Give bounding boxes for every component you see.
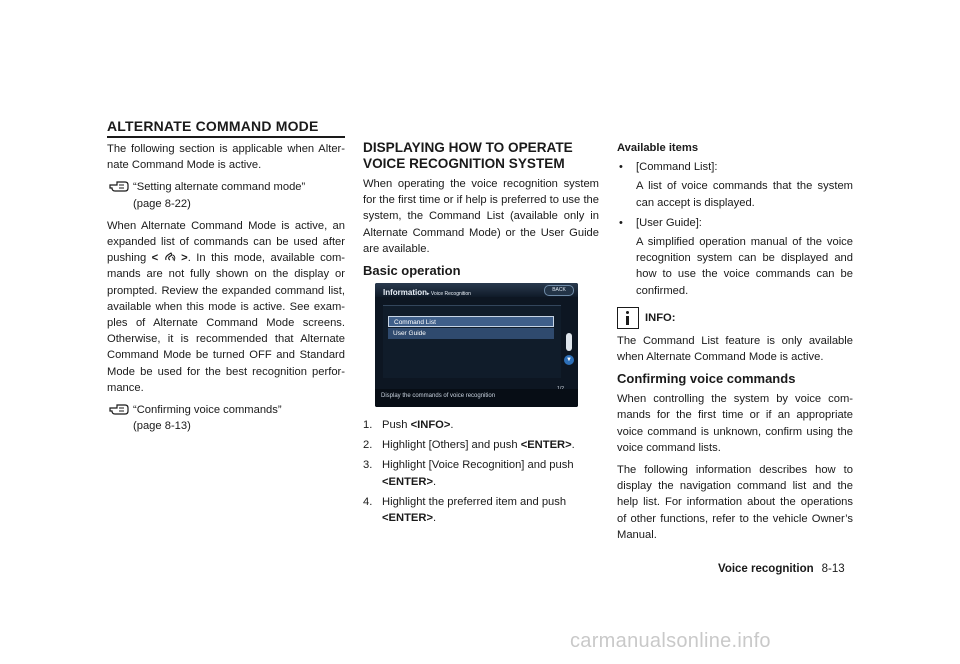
info-icon [617, 307, 639, 329]
step-end: . [432, 475, 437, 488]
info-label: INFO: [645, 311, 676, 324]
reference-title: “Confirming voice commands” [133, 404, 282, 417]
list-item [363, 417, 599, 433]
confirming-paragraph-2: The following information describes how to display the navigation command list and the help list. For information about the operations of other functions, refer to the vehicle Owner’s Manual. [617, 464, 853, 541]
screen-scroll-down-icon: ▼ [564, 355, 574, 365]
step-text: Highlight [Voice Recognition] and push [382, 459, 574, 472]
list-item [363, 457, 599, 489]
displaying-paragraph: When operating the voice recognition system for the first time or if help is preferred to use the system, the Command List (available only in Alternate Command Mode) or the User Guide are available. [363, 178, 599, 255]
step-number: 2. [363, 439, 373, 452]
steps-list [363, 417, 599, 526]
column-1 [107, 141, 345, 440]
step-text: Highlight [Others] and push [382, 439, 521, 452]
intro-paragraph: The following section is applicable when Alter-nate Command Mode is active. [107, 143, 345, 172]
subheading-basic-operation: Basic operation [363, 263, 461, 279]
footer-section-title: Voice recognition [718, 563, 814, 575]
screen-item-command-list: Command List [388, 316, 554, 327]
step-text: Highlight the preferred item and push [382, 495, 567, 508]
item-label: [Command List]: [636, 161, 718, 174]
list-item [363, 494, 599, 526]
reference-page: (page 8-13) [133, 420, 191, 433]
screen-back-button: BACK [544, 285, 574, 296]
step-end: . [450, 419, 454, 432]
subheading-confirming: Confirming voice commands [617, 371, 796, 387]
step-number: 1. [363, 419, 373, 432]
key-open: < [151, 252, 159, 265]
info-note [617, 307, 853, 329]
list-item [617, 215, 853, 299]
mode-paragraph-end: . In this mode, available com-mands are not fully shown on the display or prompted. Review the expanded command list, available when this mode is active. See exam-ples of Alternate Command Mode screens. Otherwise, it is recommended that Alternate Command Mode be turned OFF and Standard Mode be used for the best recognition perfor-mance. [107, 252, 345, 394]
step-number: 4. [363, 495, 373, 508]
column-2 [363, 140, 599, 530]
available-items-heading: Available items [617, 142, 699, 154]
item-description: A simplified operation manual of the voice recognition system can be displayed and how to use the voice commands can be confirmed. [636, 236, 853, 297]
page-footer [718, 563, 845, 575]
step-key: <ENTER> [382, 475, 433, 488]
item-label: [User Guide]: [636, 216, 702, 229]
footer-page-number: 8-13 [821, 563, 845, 575]
step-key: <ENTER> [382, 512, 433, 525]
step-number: 3. [363, 459, 373, 472]
step-end: . [571, 439, 575, 452]
column-3 [617, 140, 853, 549]
confirming-paragraph-1: When controlling the system by voice com-mands for the first time or if an appropriate voice command is unknown, confirm using the voice command lists. [617, 393, 853, 454]
cross-reference-setting [107, 179, 345, 211]
section-heading-alternate-command-mode: ALTERNATE COMMAND MODE [107, 118, 345, 138]
available-items-list [617, 159, 853, 299]
screen-subtitle: Voice Recognition [430, 291, 471, 298]
list-item [617, 159, 853, 211]
talk-switch-icon [164, 252, 176, 262]
key-close: > [181, 252, 188, 265]
reference-title: “Setting alternate command mode” [133, 181, 306, 194]
list-item [363, 437, 599, 453]
screen-title: Information▸ Voice Recognition [383, 288, 471, 298]
section-heading-displaying: DISPLAYING HOW TO OPERATE VOICE RECOGNITION SYSTEM [363, 140, 573, 171]
cross-reference-confirming [107, 402, 345, 434]
step-key: <ENTER> [520, 439, 572, 452]
information-screen-image [375, 283, 578, 407]
step-text: Push [382, 419, 411, 432]
info-text: The Command List feature is only available when Alternate Command Mode is active. [617, 334, 853, 364]
step-key: <INFO> [410, 419, 451, 432]
screen-scroll-knob [566, 333, 572, 351]
item-description: A list of voice commands that the system can accept is displayed. [636, 180, 853, 209]
screen-title-text: Information [383, 288, 427, 298]
reference-page: (page 8-22) [133, 197, 191, 210]
pointing-hand-icon [109, 403, 129, 415]
mode-paragraph [107, 218, 345, 396]
screen-item-user-guide: User Guide [388, 328, 554, 339]
watermark: carmanualsonline.info [570, 630, 771, 652]
pointing-hand-icon [109, 180, 129, 192]
step-end: . [432, 512, 437, 525]
screen-footer: Display the commands of voice recognition [375, 389, 578, 407]
mode-paragraph-start: When Alternate Command Mode is active, an expanded list of commands can be used after pushing [107, 219, 345, 265]
